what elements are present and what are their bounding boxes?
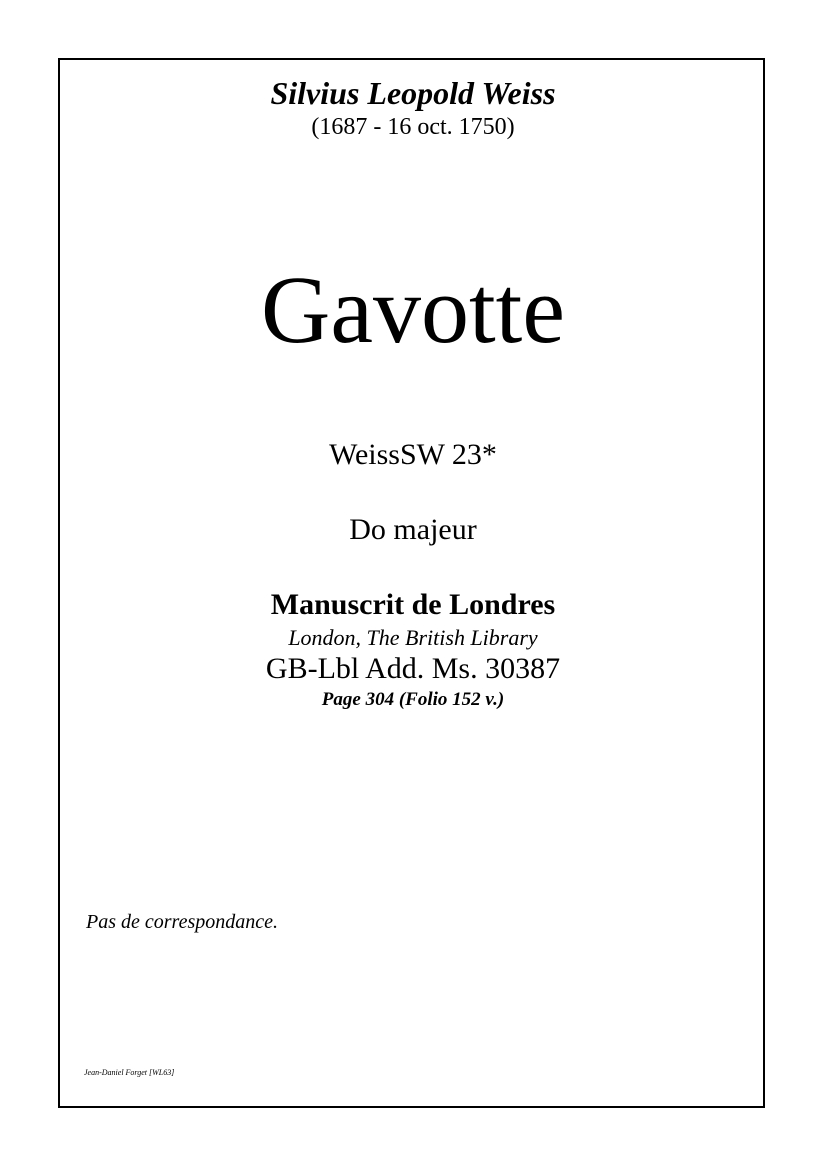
- shelfmark: GB-Lbl Add. Ms. 30387: [265, 652, 561, 685]
- catalog-number: WeissSW 23*: [329, 438, 497, 471]
- page-reference: Page 304 (Folio 152 v.): [321, 689, 505, 710]
- manuscript-name: Manuscrit de Londres: [270, 588, 556, 621]
- composer-dates: (1687 - 16 oct. 1750): [311, 114, 515, 140]
- composer-name: Silvius Leopold Weiss: [270, 75, 556, 111]
- piece-title: Gavotte: [261, 256, 565, 363]
- library-name: London, The British Library: [288, 625, 538, 650]
- correspondence-note: Pas de correspondance.: [86, 911, 278, 933]
- editor-credit: Jean-Daniel Forget [WL63]: [84, 1068, 175, 1077]
- musical-key: Do majeur: [349, 513, 477, 546]
- page-border: [58, 58, 765, 1108]
